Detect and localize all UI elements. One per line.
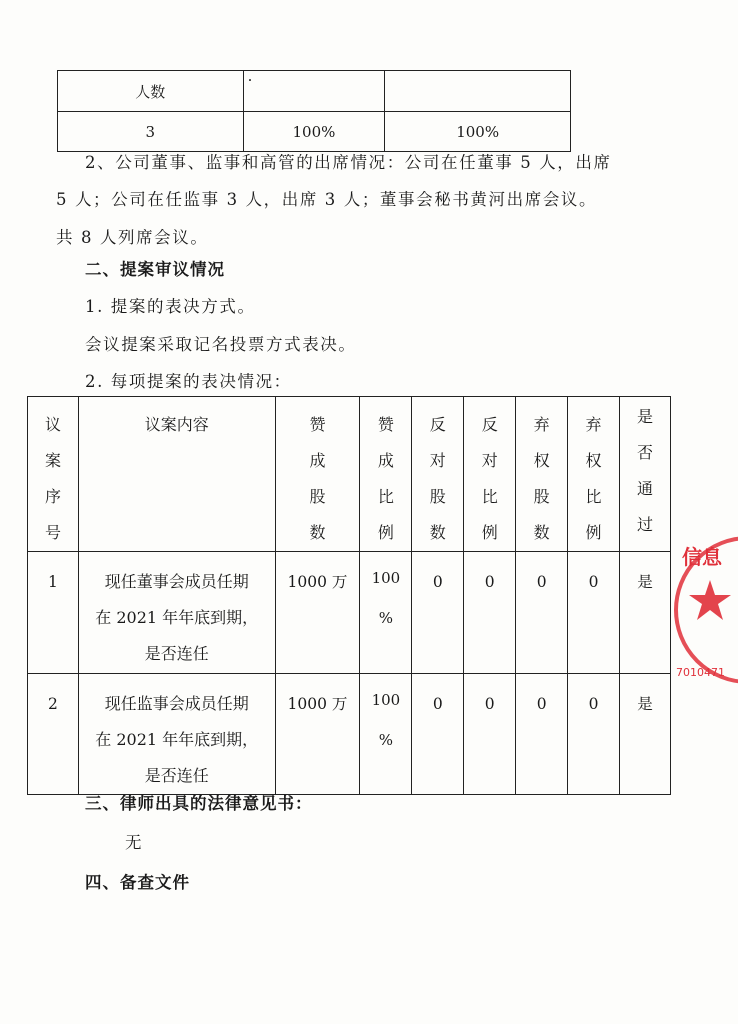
table-cell: 3 xyxy=(58,112,244,152)
table-cell xyxy=(385,71,571,112)
table-cell: 100% xyxy=(243,112,385,152)
table-cell: 0 xyxy=(568,674,620,795)
attendance-paragraph-line2: 5 人；公司在任监事 3 人，出席 3 人；董事会秘书黄河出席会议。 xyxy=(56,190,598,209)
table-cell: 100 % xyxy=(360,552,412,674)
table-cell: 现任董事会成员任期 在 2021 年年底到期， 是否连任 xyxy=(78,552,275,674)
table-cell: 0 xyxy=(464,674,516,795)
section-heading-2: 二、提案审议情况 xyxy=(85,260,225,279)
table-row xyxy=(58,71,571,112)
vote-results-title: 2. 每项提案的表决情况： xyxy=(85,372,292,391)
attendance-paragraph-line1: 2、公司董事、监事和高管的出席情况：公司在任董事 5 人，出席 xyxy=(85,153,612,172)
table-cell: 1000 万 xyxy=(275,552,360,674)
table-cell: 是 xyxy=(619,552,670,674)
table-cell: 0 xyxy=(516,674,568,795)
voting-method-title: 1. 提案的表决方式。 xyxy=(85,297,256,316)
table-cell: 现任监事会成员任期 在 2021 年年底到期， 是否连任 xyxy=(78,674,275,795)
seal-text-bottom: 7010471 xyxy=(676,666,725,679)
section-heading-4: 四、备查文件 xyxy=(85,873,190,892)
table-cell: 0 xyxy=(568,552,620,674)
table-cell: 是 xyxy=(619,674,670,795)
vote-results-table xyxy=(27,396,671,795)
table-cell: 人数 xyxy=(58,71,244,112)
header-for-ratio: 赞 成 比 例 xyxy=(360,397,412,552)
voting-method-text: 会议提案采取记名投票方式表决。 xyxy=(85,335,357,354)
table-cell: 0 xyxy=(412,552,464,674)
attendance-table xyxy=(57,70,571,152)
table-cell: 100% xyxy=(385,112,571,152)
table-row xyxy=(58,112,571,152)
header-proposal-content: 议案内容 xyxy=(78,397,275,552)
header-abstain-shares: 弃 权 股 数 xyxy=(516,397,568,552)
table-header-row xyxy=(28,397,671,552)
attendance-paragraph-line3: 共 8 人列席会议。 xyxy=(56,228,209,247)
seal-text-top: 信息 xyxy=(682,545,722,569)
header-proposal-no: 议 案 序 号 xyxy=(28,397,79,552)
table-cell: · xyxy=(243,71,385,112)
table-cell: 0 xyxy=(516,552,568,674)
header-abstain-ratio: 弃 权 比 例 xyxy=(568,397,620,552)
company-seal-icon xyxy=(670,528,738,698)
header-against-shares: 反 对 股 数 xyxy=(412,397,464,552)
table-row xyxy=(28,674,671,795)
table-row xyxy=(28,552,671,674)
table-cell: 0 xyxy=(412,674,464,795)
section-heading-3: 三、律师出具的法律意见书： xyxy=(85,794,313,813)
header-for-shares: 赞 成 股 数 xyxy=(275,397,360,552)
header-passed: 是 否 通 过 xyxy=(619,397,670,552)
table-cell: 0 xyxy=(464,552,516,674)
table-cell: 1 xyxy=(28,552,79,674)
legal-opinion-text: 无 xyxy=(125,833,144,852)
table-cell: 2 xyxy=(28,674,79,795)
table-cell: 100 % xyxy=(360,674,412,795)
table-cell: 1000 万 xyxy=(275,674,360,795)
header-against-ratio: 反 对 比 例 xyxy=(464,397,516,552)
